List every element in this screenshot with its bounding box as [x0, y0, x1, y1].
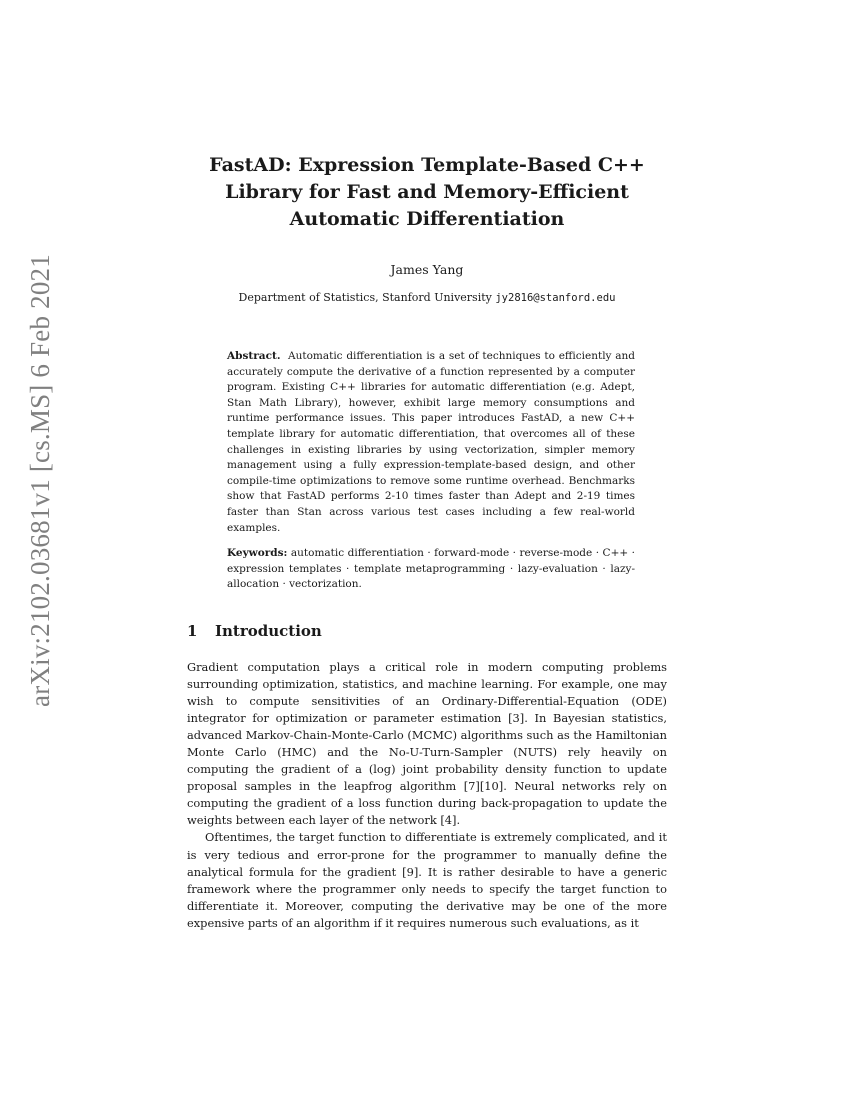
abstract-text: Automatic differentiation is a set of techniques to efficiently and accurately compute the derivative of a function represented by a computer program. Existing C++ libraries for automatic differentiation (e.g. Adept, Stan Math Library), however, exhibit large memory consumptions and runtime performance issues. This paper introduces FastAD, a new C++ template library for automatic differentiation, that overcomes all of these challenges in existing libraries by using vectorization, simpler memory management using a fully expression-template-based design, and other compile-time optimizations to remove some runtime overhead. Benchmarks show that FastAD performs 2-10 times faster than Adept and 2-19 times faster than Stan across various test cases including a few real-world examples. — [227, 350, 635, 534]
keywords — [227, 546, 635, 593]
abstract-label: Abstract. — [227, 350, 281, 362]
arxiv-identifier — [20, 253, 60, 707]
body-paragraph: Gradient computation plays a critical role in modern computing problems surrounding optimization, statistics, and machine learning. For example, one may wish to compute sensitivities of an Ordinary-Differential-Equation (ODE) integrator for optimization or parameter estimation [3]. In Bayesian statistics, advanced Markov-Chain-Monte-Carlo (MCMC) algorithms such as the Hamiltonian Monte Carlo (HMC) and the No-U-Turn-Sampler (NUTS) rely heavily on computing the gradient of a (log) joint probability density function to update proposal samples in the leapfrog algorithm [7][10]. Neural networks rely on computing the gradient of a loss function during back-propagation to update the weights between each layer of the network [4]. — [187, 660, 667, 828]
section-title: Introduction — [215, 622, 322, 640]
affiliation-department: Department of Statistics, Stanford University — [238, 291, 492, 304]
body-paragraph: Oftentimes, the target function to differentiate is extremely complicated, and it is very tedious and error-prone for the programmer to manually define the analytical formula for the gradient [9]. It is rather desirable to have a generic framework where the programmer only needs to specify the target function to differentiate it. Moreover, computing the derivative may be one of the more expensive parts of an algorithm if it requires numerous such evaluations, as it — [187, 830, 667, 930]
section-heading — [187, 622, 322, 640]
author-name: James Yang — [390, 262, 464, 277]
author-email: jy2816@stanford.edu — [495, 292, 616, 304]
arxiv-identifier-text: arXiv:2102.03681v1 [cs.MS] 6 Feb 2021 — [24, 253, 55, 707]
paper-title: FastAD: Expression Template-Based C++ Library for Fast and Memory-Efficient Automatic Differentiation — [209, 154, 645, 230]
author-affiliation — [187, 291, 667, 304]
keywords-text: automatic differentiation · forward-mode · reverse-mode · C++ · expression templates · template metaprogramming · lazy-evaluation · lazy-allocation · vectorization. — [227, 547, 636, 591]
section-body — [187, 659, 667, 932]
section-number: 1 — [187, 622, 198, 640]
abstract — [227, 349, 635, 536]
keywords-label: Keywords: — [227, 547, 288, 559]
